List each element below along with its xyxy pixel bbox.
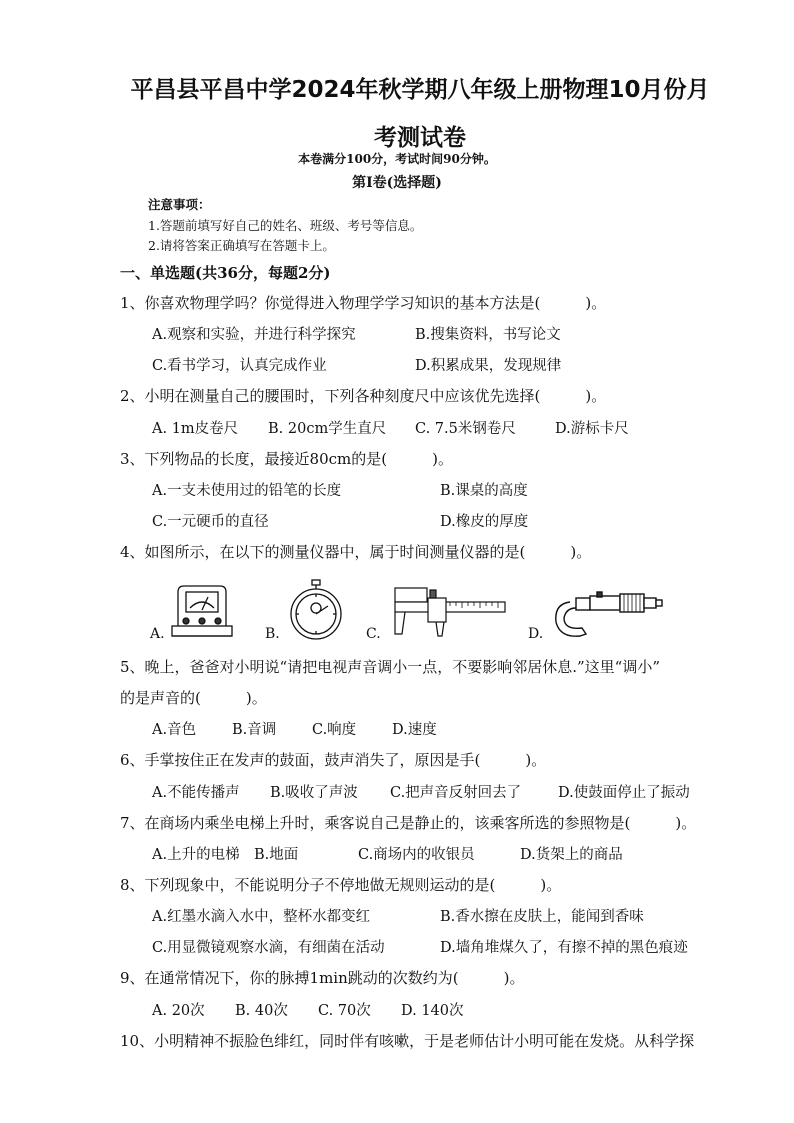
question-option: D.使鼓面停止了振动 [558, 785, 690, 801]
question-option: C.商场内的收银员 [358, 847, 475, 863]
question-option: A. 1m皮卷尺 [152, 421, 239, 437]
question-option: C.看书学习，认真完成作业 [152, 358, 327, 374]
question-stem: 5、晚上，爸爸对小明说“请把电视声音调小一点，不要影响邻居休息.”这里“调小” [120, 658, 660, 676]
question-option: D.速度 [392, 722, 437, 738]
instruments-figure [150, 578, 670, 648]
part-label: 第I卷(选择题) [352, 175, 442, 191]
question-option: B. 20cm学生直尺 [268, 421, 387, 437]
question-option: C.把声音反射回去了 [390, 785, 522, 801]
figure-label-d: D. [528, 626, 544, 642]
question-option: B.吸收了声波 [270, 785, 358, 801]
question-option: A.音色 [152, 722, 197, 738]
question-stem: 1、你喜欢物理学吗？你觉得进入物理学学习知识的基本方法是( )。 [120, 294, 607, 312]
question-stem: 8、下列现象中，不能说明分子不停地做无规则运动的是( )。 [120, 876, 562, 894]
vernier-caliper-icon [395, 588, 505, 636]
question-option: D.橡皮的厚度 [440, 514, 529, 530]
question-stem: 6、手掌按住正在发声的鼓面，鼓声消失了，原因是手( )。 [120, 751, 547, 769]
question-option: A. 20次 [152, 1003, 205, 1019]
question-option: B.搜集资料，书写论文 [415, 327, 561, 343]
question-stem-continued: 的是声音的( )。 [120, 689, 267, 707]
question-option: C.一元硬币的直径 [152, 514, 269, 530]
section-heading: 一、单选题(共36分，每题2分) [120, 264, 331, 282]
stopwatch-icon [291, 580, 341, 639]
question-stem: 9、在通常情况下，你的脉搏1min跳动的次数约为( )。 [120, 969, 525, 987]
notice-item: 1.答题前填写好自己的姓名、班级、考号等信息。 [148, 218, 423, 233]
question-option: B.香水擦在皮肤上，能闻到香味 [440, 909, 644, 925]
question-option: B.课桌的高度 [440, 483, 528, 499]
page-title [110, 70, 730, 158]
figure-label-c: C. [366, 626, 381, 642]
question-option: A.红墨水滴入水中，整杯水都变红 [152, 909, 371, 925]
question-option: C. 70次 [318, 1003, 371, 1019]
question-option: D.货架上的商品 [520, 847, 623, 863]
question-option: B.地面 [254, 847, 299, 863]
question-option: D.游标卡尺 [555, 421, 629, 437]
question-option: B. 40次 [235, 1003, 288, 1019]
question-stem: 4、如图所示，在以下的测量仪器中，属于时间测量仪器的是( )。 [120, 543, 592, 561]
question-option: A.上升的电梯 [152, 847, 240, 863]
question-option: D.墙角堆煤久了，有擦不掉的黑色痕迹 [440, 940, 688, 956]
notice-heading: 注意事项： [148, 197, 211, 212]
question-option: D. 140次 [401, 1003, 464, 1019]
question-stem: 10、小明精神不振脸色绯红，同时伴有咳嗽，于是老师估计小明可能在发烧。从科学探 [120, 1032, 695, 1050]
micrometer-icon [556, 592, 662, 636]
question-option: C.用显微镜观察水滴，有细菌在活动 [152, 940, 385, 956]
title-line-2: 考测试卷 [374, 125, 466, 151]
figure-label-a: A. [150, 626, 165, 642]
question-option: D.积累成果，发现规律 [415, 358, 562, 374]
exam-subtitle: 本卷满分100分，考试时间90分钟。 [298, 152, 496, 166]
notice-item: 2.请将答案正确填写在答题卡上。 [148, 238, 335, 253]
question-option: A.一支未使用过的铅笔的长度 [152, 483, 342, 499]
figure-label-b: B. [265, 626, 280, 642]
question-option: A.不能传播声 [152, 785, 240, 801]
question-stem: 2、小明在测量自己的腰围时，下列各种刻度尺中应该优先选择( )。 [120, 387, 607, 405]
title-line-1: 平昌县平昌中学2024年秋学期八年级上册物理10月份月 [130, 77, 710, 103]
meter-icon [172, 586, 232, 636]
question-option: C. 7.5米钢卷尺 [415, 421, 516, 437]
question-stem: 7、在商场内乘坐电梯上升时，乘客说自己是静止的，该乘客所选的参照物是( )。 [120, 814, 697, 832]
question-stem: 3、下列物品的长度，最接近80cm的是( )。 [120, 450, 453, 468]
question-option: A.观察和实验，并进行科学探究 [152, 327, 356, 343]
question-option: B.音调 [232, 722, 277, 738]
question-option: C.响度 [312, 722, 357, 738]
